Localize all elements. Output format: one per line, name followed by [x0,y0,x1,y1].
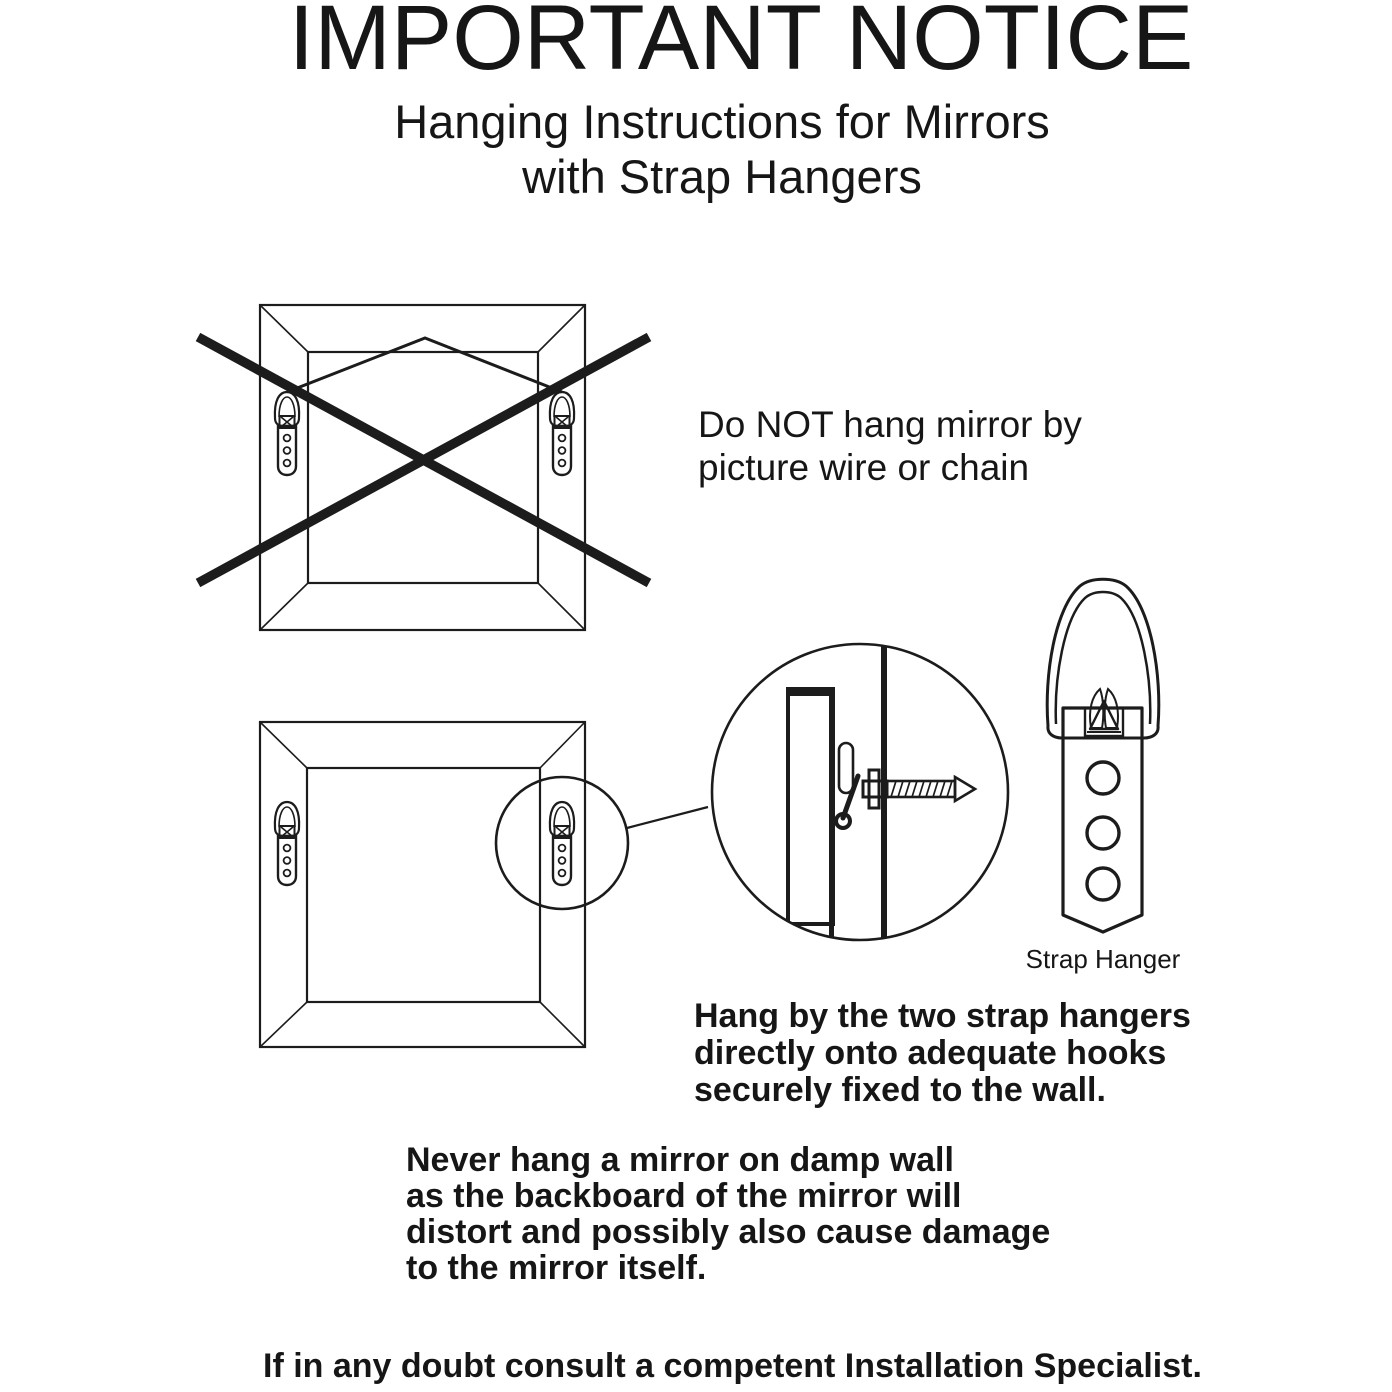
damp-warning-line-2: as the backboard of the mirror will [406,1177,962,1215]
wire-warning-line-2: picture wire or chain [698,447,1030,488]
magnifier-circle [496,777,628,909]
damp-warning-line-4: to the mirror itself. [406,1249,707,1287]
hook-detail-circle [712,640,1008,942]
strap-hanger-left-icon [275,392,299,475]
strap-mirror-diagram [225,570,1245,1060]
wire-warning-line-1: Do NOT hang mirror by [698,404,1082,445]
hang-instruction-text [694,998,1191,1109]
subtitle-line-2: with Strap Hangers [522,150,922,203]
damp-warning-text [406,1142,1050,1286]
mirror-frame-outline-2 [260,722,585,1047]
strap-hanger-right-icon [550,392,574,475]
wire-warning-text [698,403,1082,489]
strap-hanger-right-icon-2 [550,802,574,885]
page-title: IMPORTANT NOTICE [288,0,1194,89]
strap-hanger-large-icon [1047,579,1159,932]
strap-hanger-left-icon-2 [275,802,299,885]
damp-warning-line-1: Never hang a mirror on damp wall [406,1141,954,1179]
strap-hanger-label: Strap Hanger [1025,944,1181,974]
hang-instruction-line-2: directly onto adequate hooks [694,1034,1167,1072]
page-subtitle [394,94,1050,204]
magnifier-connector-line [627,807,708,828]
hang-instruction-line-3: securely fixed to the wall. [694,1071,1106,1109]
damp-warning-line-3: distort and possibly also cause damage [406,1213,1051,1251]
subtitle-line-1: Hanging Instructions for Mirrors [394,95,1050,148]
hang-instruction-line-1: Hang by the two strap hangers [694,997,1191,1035]
picture-wire [287,338,562,392]
footer-text: If in any doubt consult a competent Installation Specialist. [263,1347,1202,1385]
prohibition-x-icon [198,337,649,583]
